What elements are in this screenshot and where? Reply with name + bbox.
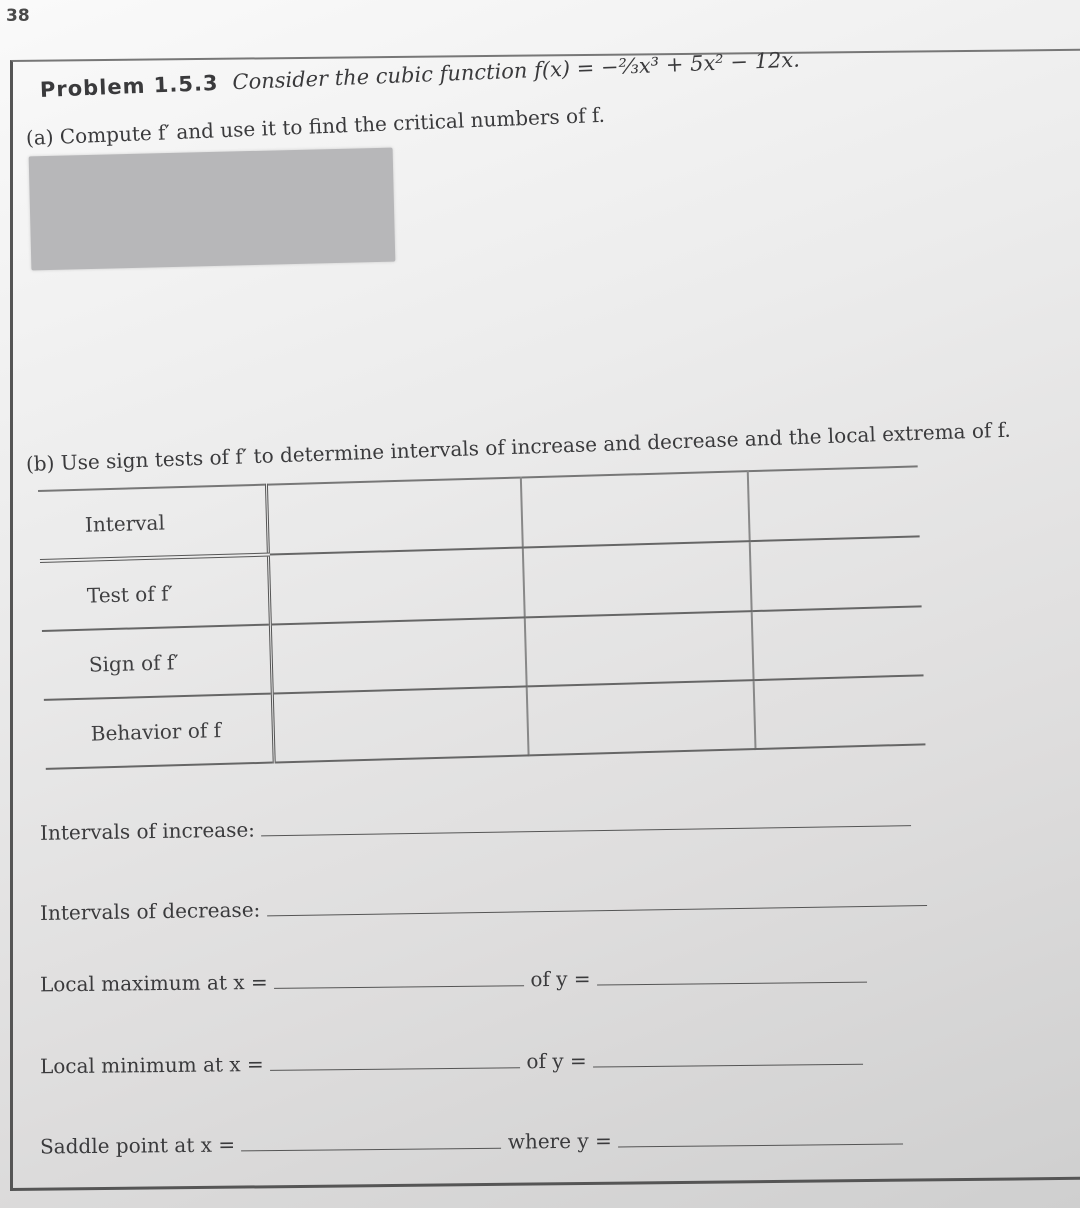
local-min-label: Local minimum at x = [39,1051,264,1079]
part-b-prompt: (b) Use sign tests of f′ to determine intervals of increase and decrease and the local extrema of f. [25,417,1012,476]
increase-label: Intervals of increase: [39,817,256,845]
sign-chart-table [38,465,925,769]
table-cell[interactable] [748,466,920,541]
row-label-behavior: Behavior of f [44,694,274,769]
local-max-x-blank[interactable] [274,985,524,989]
table-cell[interactable] [268,547,525,624]
table-cell[interactable] [525,611,753,686]
problem-statement: Consider the cubic function f(x) = −⅔x³ + 5x² − 12x. [232,47,801,95]
table-cell[interactable] [266,478,523,555]
problem-label: Problem 1.5.3 [39,70,219,102]
row-label-test: Test of f′ [40,555,270,631]
redacted-answer-area [29,148,396,271]
table-cell[interactable] [272,686,529,762]
saddle-where-y-label: where y = [507,1128,612,1154]
saddle-x-blank[interactable] [241,1148,501,1152]
row-label-sign: Sign of f′ [42,625,272,700]
local-min-y-blank[interactable] [593,1064,863,1068]
table-cell[interactable] [752,606,924,680]
part-a-prompt: (a) Compute f′ and use it to find the critical numbers of f. [25,102,606,150]
decrease-label: Intervals of decrease: [39,897,261,925]
local-min-x-blank[interactable] [270,1067,520,1071]
local-min-of-y-label: of y = [526,1048,587,1074]
row-label-interval: Interval [38,485,268,561]
table-cell[interactable] [754,675,926,749]
table-cell[interactable] [523,541,751,617]
table-cell[interactable] [270,617,527,693]
table-cell[interactable] [521,471,749,547]
local-max-of-y-label: of y = [530,966,591,992]
local-max-label: Local maximum at x = [39,969,268,997]
saddle-y-blank[interactable] [618,1143,903,1147]
sign-chart [38,465,925,769]
saddle-label: Saddle point at x = [39,1132,236,1159]
table-cell[interactable] [750,536,922,611]
page-number: 38 [6,6,30,26]
table-cell[interactable] [527,680,755,755]
local-max-y-blank[interactable] [597,982,867,986]
